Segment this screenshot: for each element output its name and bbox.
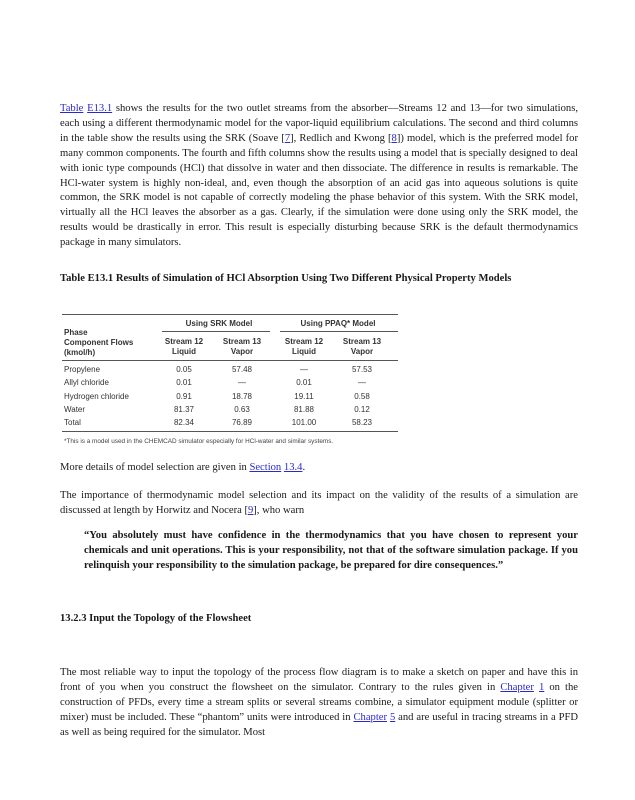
block-quote: “You absolutely must have confidence in the thermodynamics that you have chosen to represent your chemicals and unit operations. This is your responsibility, not that of the software simulation package. If you relinquish your responsibility to the simulation package, be prepared for dire consequences.” xyxy=(84,530,578,571)
link-table[interactable]: Table xyxy=(60,103,84,114)
table-cell: 101.00 xyxy=(291,418,317,427)
row-label-water: Water xyxy=(64,405,86,414)
table-cell: 0.05 xyxy=(176,365,192,374)
paragraph-table-results xyxy=(60,102,578,251)
paragraph-text: . xyxy=(302,462,306,473)
paragraph-text: ], Redlich and Kwong [ xyxy=(290,132,392,144)
link-table-number[interactable]: E13.1 xyxy=(87,103,113,114)
paragraph-topology xyxy=(60,666,578,741)
paragraph-text: and are useful in tracing streams in a PFD as well as being required for the simulator. Most xyxy=(60,711,579,738)
group-rule-srk xyxy=(162,331,270,332)
table-cell: 82.34 xyxy=(173,418,195,427)
link-chapter-5-number[interactable]: 5 xyxy=(389,711,396,723)
group-header-ppaq: Using PPAQ* Model xyxy=(300,319,376,328)
table-cell: 18.78 xyxy=(231,392,253,401)
table-cell: 57.48 xyxy=(231,365,253,374)
paragraph-text: More details of model selection are given in xyxy=(60,462,250,473)
link-section[interactable]: Section xyxy=(249,462,282,473)
table-cell: 0.63 xyxy=(234,405,250,414)
table-caption: Table E13.1 Results of Simulation of HCl Absorption Using Two Different Physical Property Models xyxy=(60,273,512,284)
col-header-ppaq-stream13: Stream 13 xyxy=(342,337,382,346)
paragraph-text: ], who warn xyxy=(253,504,305,516)
table-cell: 76.89 xyxy=(231,418,253,427)
table-cell: 57.53 xyxy=(351,365,373,374)
table-footnote: *This is a model used in the CHEMCAD simulator especially for HCl-water and similar systems. xyxy=(64,438,334,445)
table-cell: 0.12 xyxy=(354,405,370,414)
paragraph-text: ]) model, which is the preferred model for many common components. The fourth and fifth columns show the results using a model that is specially designed to deal with ionic type compounds (HCl) that dissolve in water and then dissociate. The difference in results is remarkable. The HCl-water system is highly non-ideal, and, even though the absorption of an acid gas into aqueous solutions is quite common, the SRK model is not capable of correctly modeling the phase behavior of this system. With the SRK model, virtually all the HCl leaves the absorber as a gas. Clearly, if the simulation were done using only the SRK model, the results would be drastically in error. This result is especially disturbing because SRK is the default thermodynamics package in many simulators. xyxy=(60,132,578,249)
table-cell: 0.58 xyxy=(354,392,370,401)
table-cell: 0.01 xyxy=(296,378,312,387)
link-chapter-1-number[interactable]: 1 xyxy=(539,681,545,693)
table-cell: 81.37 xyxy=(173,405,195,414)
col-header-srk-stream13: Stream 13 xyxy=(222,337,262,346)
link-ref-7[interactable]: 7 xyxy=(284,132,291,144)
link-ref-8[interactable]: 8 xyxy=(391,132,397,144)
table-cell: 58.23 xyxy=(351,418,373,427)
paragraph-text: The most reliable way to input the topology of the process flow diagram is to make a sketch on paper and have this in front of you when you construct the flowsheet on the simulator. Contrary to the rules given in xyxy=(60,667,578,693)
link-section-number[interactable]: 13.4 xyxy=(283,462,303,473)
table-cell: 81.88 xyxy=(293,405,315,414)
col-header-ppaq-vapor: Vapor xyxy=(350,347,374,356)
row-label-allyl-chloride: Allyl chloride xyxy=(64,378,109,387)
paragraph-importance xyxy=(60,489,578,519)
table-top-rule xyxy=(62,314,398,315)
table-cell: — xyxy=(238,378,246,387)
table-bottom-rule xyxy=(62,431,398,432)
group-header-srk: Using SRK Model xyxy=(185,319,253,328)
col-header-component: Component Flows xyxy=(64,338,134,347)
table-cell: 0.01 xyxy=(176,378,192,387)
link-chapter-1[interactable]: Chapter xyxy=(500,681,534,693)
row-label-total: Total xyxy=(64,418,81,427)
group-rule-ppaq xyxy=(280,331,398,332)
paragraph-text: on the construction of PFDs, every time a stream splits or several streams combine, a simulator equipment module (splitter or mixer) must be included. These “phantom” units were introduced in xyxy=(60,681,579,723)
table-cell: — xyxy=(358,378,366,387)
link-ref-9[interactable]: 9 xyxy=(247,504,254,516)
row-label-propylene: Propylene xyxy=(64,365,101,374)
table-header-rule xyxy=(62,360,398,361)
col-header-ppaq-liquid: Liquid xyxy=(292,347,316,356)
col-header-ppaq-stream12: Stream 12 xyxy=(284,337,324,346)
col-header-units: (kmol/h) xyxy=(64,348,96,357)
paragraph-text: The importance of thermodynamic model selection and its impact on the validity of the results of a simulation are discussed at length by Horwitz and Nocera [ xyxy=(60,490,578,516)
paragraph-text: shows the results for the two outlet streams from the absorber—Streams 12 and 13—for two simulations, each using a different thermodynamic model for the vapor-liquid equilibrium calculations. The second and third columns in the table show the results using the SRK (Soave [ xyxy=(60,103,578,144)
col-header-phase: Phase xyxy=(64,328,88,337)
table-cell: 19.11 xyxy=(294,392,314,401)
section-heading: 13.2.3 Input the Topology of the Flowsheet xyxy=(60,613,252,624)
table-cell: 0.91 xyxy=(176,392,192,401)
col-header-srk-liquid: Liquid xyxy=(172,347,196,356)
row-label-hydrogen-chloride: Hydrogen chloride xyxy=(64,392,129,401)
table-cell: — xyxy=(300,365,308,374)
link-chapter-5[interactable]: Chapter xyxy=(353,711,388,723)
col-header-srk-vapor: Vapor xyxy=(230,347,254,356)
paragraph-model-selection xyxy=(60,461,578,476)
col-header-srk-stream12: Stream 12 xyxy=(164,337,204,346)
